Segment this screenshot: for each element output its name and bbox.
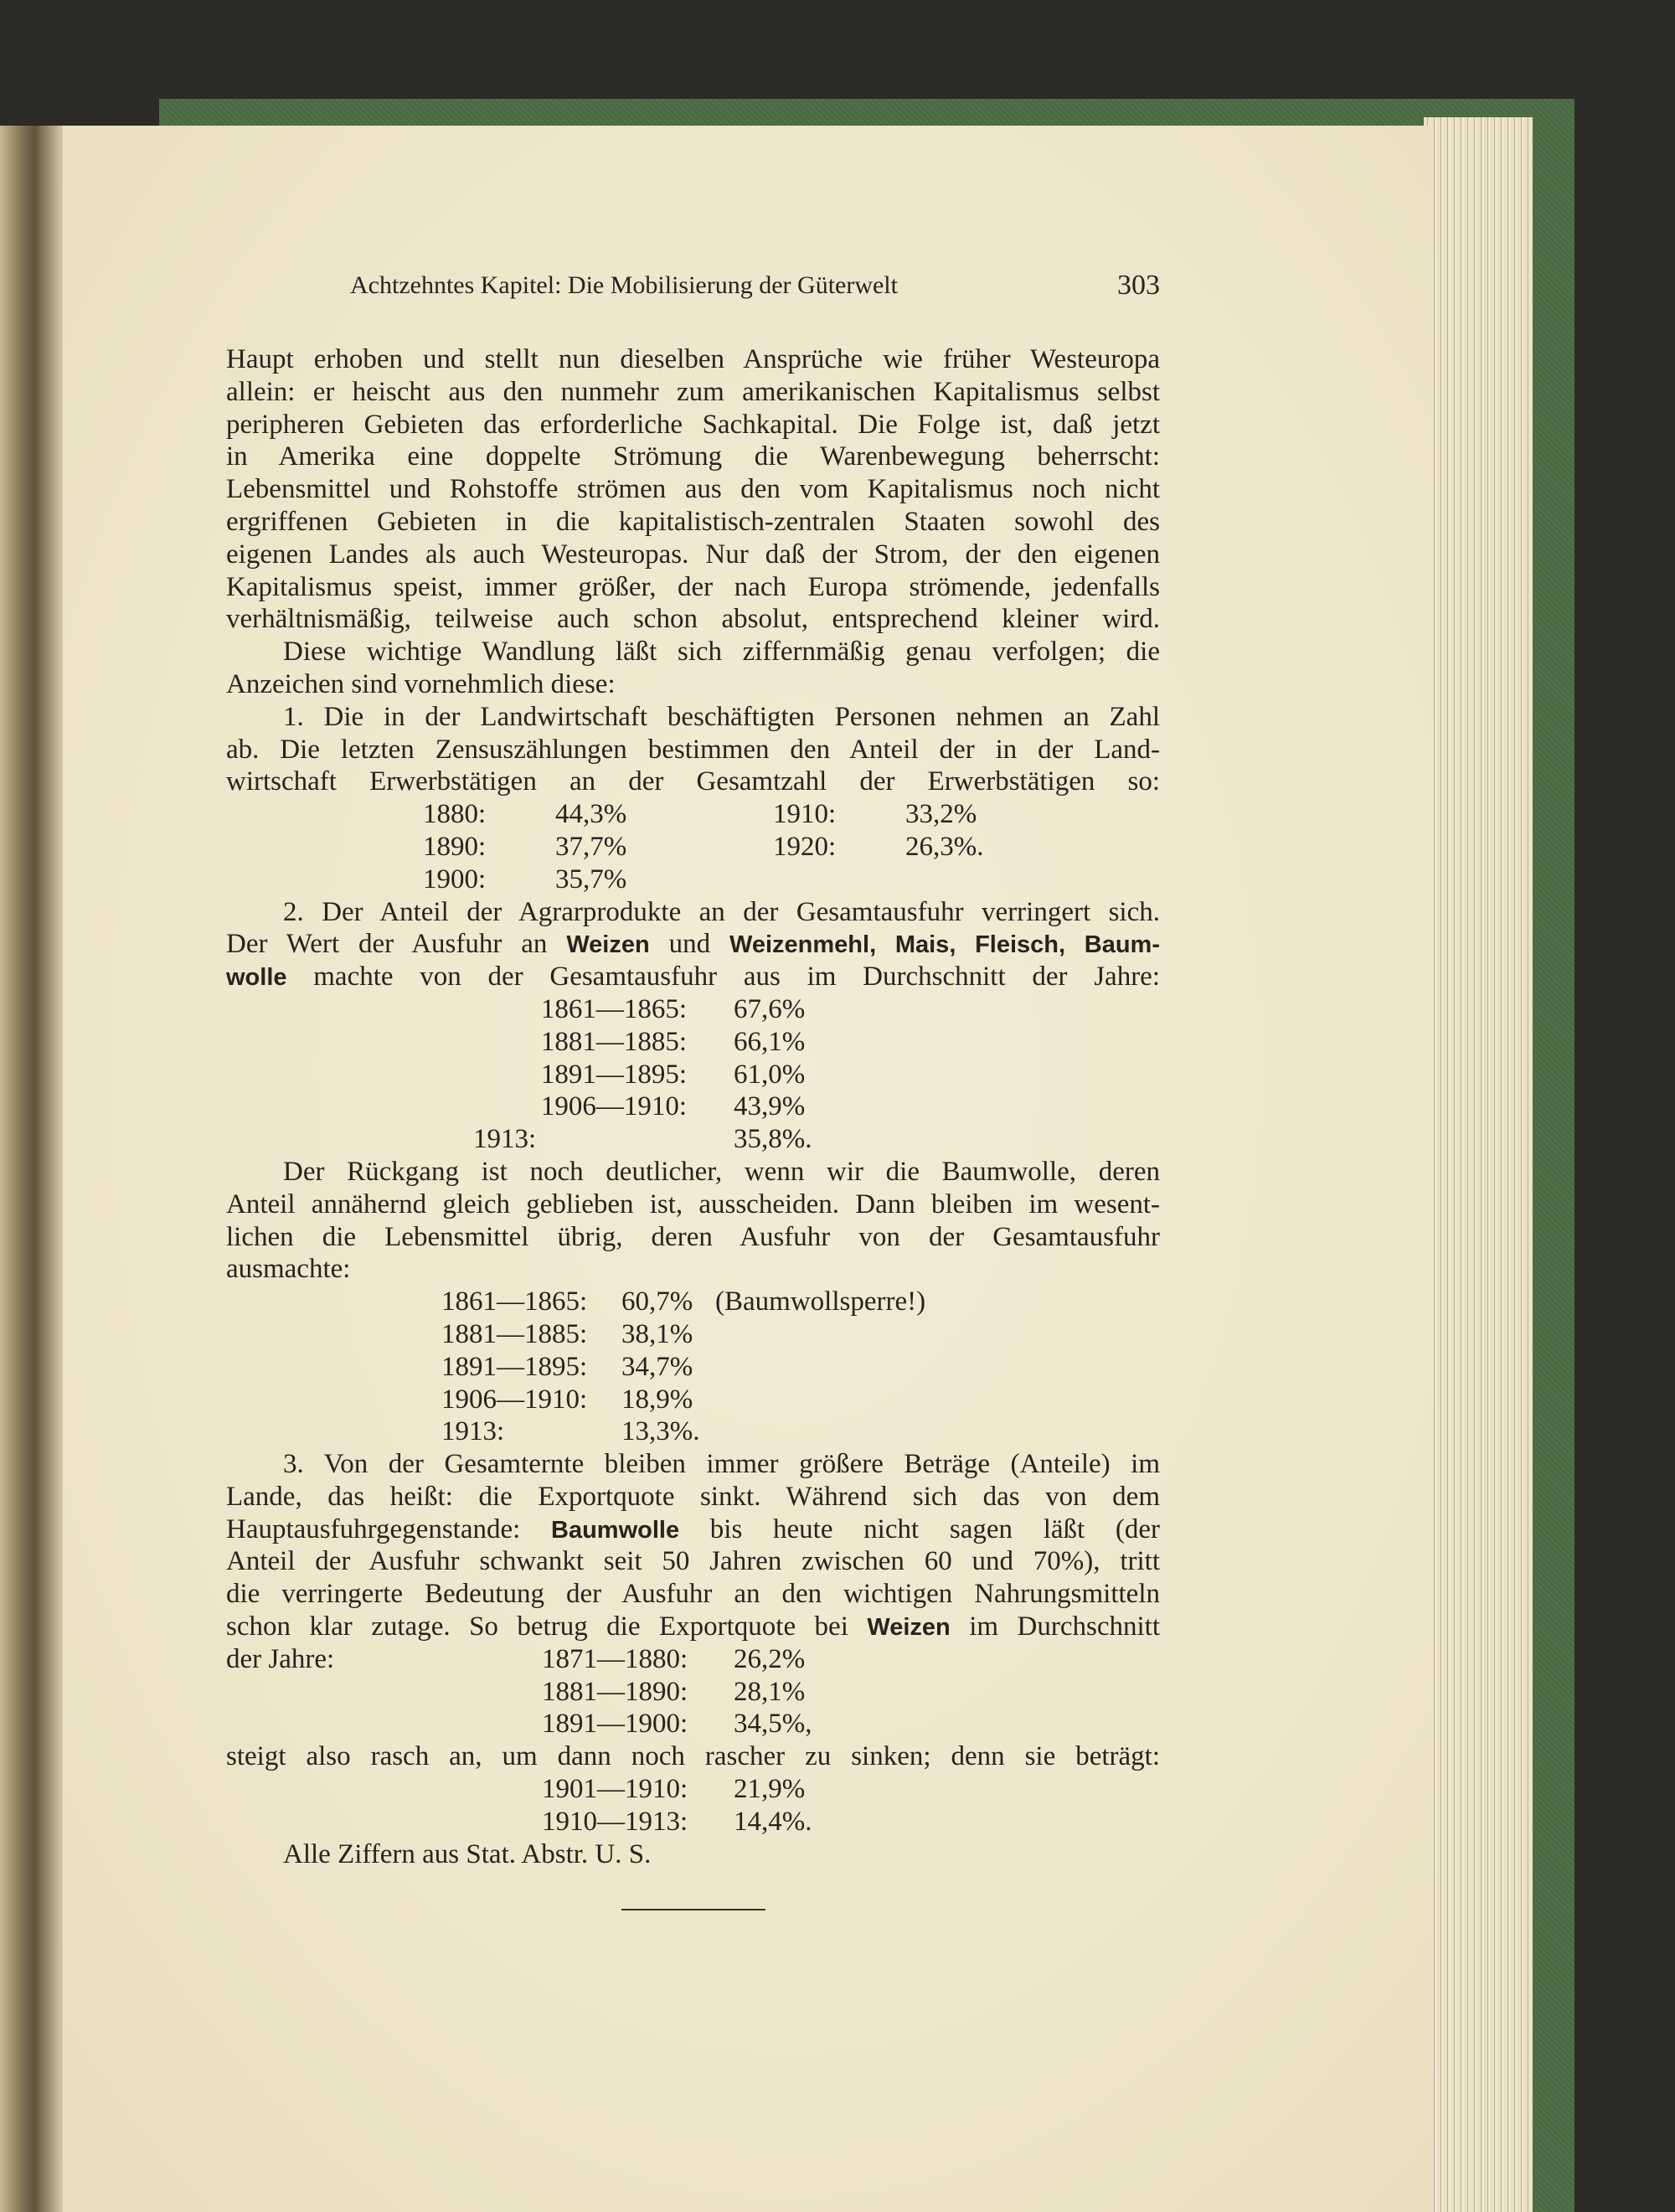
table-row [226,831,1160,864]
text-line: ausmachte: [226,1254,351,1285]
text: schon klar zutage. So betrug die Exportquote bei [226,1611,848,1642]
years: 1881—1890: [542,1676,688,1707]
value: 37,7% [555,831,627,862]
value: 67,6% [734,993,806,1024]
table-row [226,1773,1160,1806]
table-row [226,864,1160,896]
text-line: die verringerte Bedeutung der Ausfuhr an den wichtigen Nahrungsmitteln [226,1579,1160,1610]
years: 1861—1865: [540,993,687,1024]
paragraph-4 [226,896,1160,993]
years: 1861—1865: [441,1286,588,1317]
years: 1891—1895: [441,1351,588,1382]
text-line [226,1611,1160,1643]
table-row [226,1415,1160,1448]
years: 1906—1910: [441,1384,588,1415]
emphasis: Baumwolle [551,1516,680,1544]
value: 21,9% [734,1774,806,1805]
years: 1913: [473,1124,537,1155]
years: 1881—1885: [540,1026,687,1057]
value: 60,7% [621,1286,693,1317]
text-line [226,928,1160,961]
table-row [226,1351,1160,1384]
years: 1913: [441,1416,505,1447]
table-row [226,1643,1160,1676]
text-line: Lebensmittel und Rohstoffe strömen aus den vom Kapitalismus noch nicht [226,474,1160,505]
page-text [226,266,1160,1910]
text-line: steigt also rasch an, um dann noch rascher zu sinken; denn sie beträgt: [226,1741,1160,1772]
page-number: 303 [1117,270,1160,301]
years: 1901—1910: [542,1774,688,1805]
value: 14,4%. [734,1806,812,1837]
text-line: Lande, das heißt: die Exportquote sinkt. Während sich das von dem [226,1481,1160,1512]
text: und [668,929,711,960]
facing-page-edge [0,126,63,2212]
text-line: eigenen Landes als auch Westeuropas. Nur daß der Strom, der den eigenen [226,539,1160,570]
table-wheat-export-quota [226,1643,1160,1838]
paragraph-2 [226,636,1160,701]
year: 1880: [423,799,487,830]
table-row [226,1091,1160,1123]
text-line: ergriffenen Gebieten in die kapitalistisch-zentralen Staaten sowohl des [226,506,1160,537]
year: 1920: [773,831,837,862]
year: 1890: [423,831,487,862]
paragraph-1 [226,343,1160,636]
year: 1910: [773,799,837,830]
value: 35,8%. [734,1124,812,1155]
table-row [226,1676,1160,1709]
value: 66,1% [734,1026,806,1057]
text: Hauptausfuhrgegenstande: [226,1513,521,1544]
value: 34,7% [621,1351,693,1382]
emphasis: Weizenmehl, Mais, Fleisch, Baum- [729,931,1161,959]
year: 1900: [423,864,487,895]
table-row [226,993,1160,1026]
text: im Durchschnitt [969,1611,1161,1642]
value: 43,9% [734,1091,806,1122]
years: 1910—1913: [542,1806,688,1837]
emphasis: Weizen [867,1614,951,1642]
text-line: in Amerika eine doppelte Strömung die Warenbewegung beherrscht: [226,441,1160,472]
text-line [226,961,1160,993]
years: 1891—1900: [542,1709,688,1740]
text: bis heute nicht sagen läßt (der [709,1513,1161,1544]
text-line: ab. Die letzten Zensuszählungen bestimmen den Anteil der in der Land- [226,734,1160,765]
emphasis: wolle [226,964,287,992]
paragraph-6 [226,1448,1160,1643]
table-row [226,798,1160,831]
value: 44,3% [555,799,627,830]
table-row [226,1123,1160,1156]
table-row [226,1384,1160,1416]
table-food-export-share [226,1286,1160,1448]
table-row [226,1806,1160,1838]
years: 1891—1895: [540,1059,687,1090]
chapter-title: Achtzehntes Kapitel: Die Mobilisierung der Güterwelt [350,271,898,299]
value: 18,9% [621,1384,693,1415]
value: 34,5%, [734,1709,812,1740]
text-line: 2. Der Anteil der Agrarprodukte an der Gesamtausfuhr verringert sich. [283,896,1160,927]
table-row [226,1286,1160,1318]
value: 28,1% [734,1676,806,1707]
value: 61,0% [734,1059,806,1090]
table-export-share [226,993,1160,1156]
text-line: peripheren Gebieten das erforderliche Sachkapital. Die Folge ist, daß jetzt [226,409,1160,440]
years: 1871—1880: [542,1643,688,1674]
source-note: Alle Ziffern aus Stat. Abstr. U. S. [283,1838,652,1869]
table-row [226,1059,1160,1091]
text-line: Der Rückgang ist noch deutlicher, wenn wir die Baumwolle, deren [283,1156,1160,1187]
value: 26,3%. [905,831,984,862]
running-header [226,266,1160,305]
page-edges [1424,117,1533,2212]
section-divider [621,1909,765,1910]
text-line: Diese wichtige Wandlung läßt sich ziffernmäßig genau verfolgen; die [283,637,1160,668]
emphasis: Weizen [566,931,650,959]
text-line: lichen die Lebensmittel übrig, deren Ausfuhr von der Gesamtausfuhr [226,1221,1160,1252]
paragraph-3 [226,701,1160,798]
table-agriculture-share [226,798,1160,895]
table-row [226,1026,1160,1059]
text-line: Anteil der Ausfuhr schwankt seit 50 Jahren zwischen 60 und 70%), tritt [226,1546,1160,1577]
text-line: Haupt erhoben und stellt nun dieselben Ansprüche wie früher Westeuropa [226,344,1160,374]
text-line: 3. Von der Gesamternte bleiben immer größere Beträge (Anteile) im [283,1449,1160,1480]
table-row [226,1708,1160,1740]
text-line: Anteil annähernd gleich geblieben ist, ausscheiden. Dann bleiben im wesent- [226,1188,1160,1219]
value: 26,2% [734,1643,806,1674]
text-line: Anzeichen sind vornehmlich diese: [226,668,616,699]
value: 35,7% [555,864,627,895]
text-line: wirtschaft Erwerbstätigen an der Gesamtzahl der Erwerbstätigen so: [226,766,1160,797]
text-line: allein: er heischt aus den nunmehr zum amerikanischen Kapitalismus selbst [226,376,1160,407]
value: 33,2% [905,799,977,830]
text-line: verhältnismäßig, teilweise auch schon absolut, entsprechend kleiner wird. [226,604,1160,635]
value: 13,3%. [621,1416,700,1447]
years: 1881—1885: [441,1318,588,1349]
text: der Jahre: [226,1643,335,1674]
paragraph-5 [226,1156,1160,1286]
text: machte von der Gesamtausfuhr aus im Durchschnitt der Jahre: [313,962,1161,993]
value: 38,1% [621,1318,693,1349]
years: 1906—1910: [540,1091,687,1122]
text: Der Wert der Ausfuhr an [226,929,548,960]
note: (Baumwollsperre!) [715,1286,926,1317]
table-row [226,1318,1160,1351]
text-line [226,1513,1160,1546]
text-line: Kapitalismus speist, immer größer, der nach Europa strömende, jedenfalls [226,571,1160,602]
text-line: 1. Die in der Landwirtschaft beschäftigten Personen nehmen an Zahl [283,701,1160,732]
